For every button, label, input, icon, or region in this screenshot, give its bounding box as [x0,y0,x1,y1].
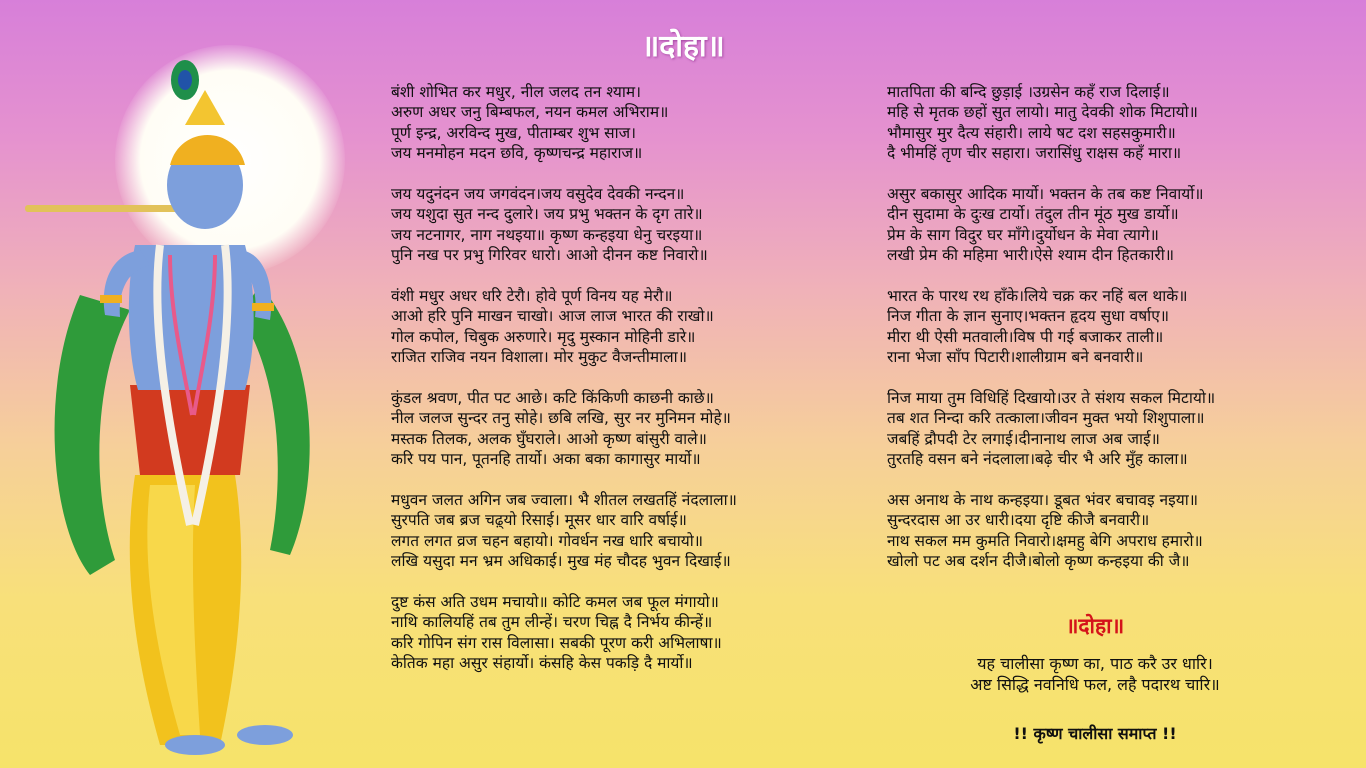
verse-line: करि पय पान, पूतनहि तार्यो। अका बका कागासुर मार्यो॥ [391,450,701,469]
verse-line: कुंडल श्रवण, पीत पट आछे। कटि किंकिणी काछनी काछे॥ [391,389,714,408]
doha-heading: ॥दोहा॥ [1065,614,1125,638]
verse-line: मधुवन जलत अगिन जब ज्वाला। भै शीतल लखतहिं नंदलाला॥ [391,491,737,510]
verse-line: महि से मृतक छहों सुत लायो। मातु देवकी शोक मिटायो॥ [887,103,1198,122]
verse-line: भौमासुर मुर दैत्य संहारी। लाये षट दश सहसकुमारी॥ [887,123,1176,142]
stanza [391,592,861,674]
stanza [887,184,1337,266]
stanza [887,388,1337,470]
verse-line: बंशी शोभित कर मधुर, नील जलद तन श्याम। [391,83,642,101]
verse-line: लखि यसुदा मन भ्रम अधिकाई। मुख मंह चौदह भुवन दिखाई॥ [391,552,731,571]
verse-line: खोलो पट अब दर्शन दीजै।बोलो कृष्ण कन्हइया की जै॥ [887,552,1190,571]
stanza [887,490,1337,572]
verse-line: पुनि नख पर प्रभु गिरिवर धारो। आओ दीनन कष्ट निवारो॥ [391,246,708,265]
verse-line: वंशी मधुर अधर धरि टेरौ। होवे पूर्ण विनय यह मेरौ॥ [391,287,673,306]
verse-line: तब शत निन्दा करि तत्काला।जीवन मुक्त भयो शिशुपाला॥ [887,409,1205,428]
verse-line: अरुण अधर जनु बिम्बफल, नयन कमल अभिराम॥ [391,103,669,122]
verse-line: दै भीमहिं तृण चीर सहारा। जरासिंधु राक्षस कहँ मारा॥ [887,144,1182,163]
stanza [391,82,861,164]
stanza [391,388,861,470]
verse-line: जबहिं द्रौपदी टेर लगाई।दीनानाथ लाज अब जाई॥ [887,429,1160,448]
closing-text: !! कृष्ण चालीसा समाप्त !! [1013,724,1177,743]
krishna-with-flute-icon [20,55,340,760]
verse-line: मातपिता की बन्दि छुड़ाई ।उग्रसेन कहँ राज दिलाई॥ [887,83,1170,101]
verse-line: नाथ सकल मम कुमति निवारो।क्षमहु बेगि अपराध हमारो॥ [887,531,1203,550]
verse-line: जय मनमोहन मदन छवि, कृष्णचन्द्र महाराज॥ [391,144,643,163]
stanza [391,184,861,266]
verse-line: लगत लगत व्रज चहन बहायो। गोवर्धन नख धारि बचायो॥ [391,531,704,550]
verse-line: मीरा थी ऐसी मतवाली।विष पी गई बजाकर ताली॥ [887,327,1164,346]
verse-line: करि गोपिन संग रास विलासा। सबकी पूरण करी अभिलाषा॥ [391,633,722,652]
doha-line: यह चालीसा कृष्ण का, पाठ करै उर धारि। [977,654,1213,673]
verse-line: नील जलज सुन्दर तनु सोहे। छबि लखि, सुर नर मुनिमन मोहे॥ [391,409,731,428]
verse-line: दीन सुदामा के दुःख टार्यो। तंदुल तीन मूंठ मुख डार्यो॥ [887,205,1179,224]
doha-verse [870,653,1320,695]
verse-line: असुर बकासुर आदिक मार्यो। भक्तन के तब कष्ट निवार्यो॥ [887,185,1204,204]
stanza [391,286,861,368]
verse-line: लखी प्रेम की महिमा भारी।ऐसे श्याम दीन हितकारी॥ [887,246,1175,265]
verse-column-right [887,82,1337,592]
verse-line: मस्तक तिलक, अलक घुँघराले। आओ कृष्ण बांसुरी वाले॥ [391,429,707,448]
verse-line: आओ हरि पुनि माखन चाखो। आज लाज भारत की राखो॥ [391,307,714,326]
verse-line: जय यशुदा सुत नन्द दुलारे। जय प्रभु भक्तन के दृग तारे॥ [391,205,703,224]
stanza [887,82,1337,164]
verse-line: केतिक महा असुर संहार्यो। कंसहि केस पकड़ि दै मार्यो॥ [391,654,693,673]
verse-line: नाथि कालियहिं तब तुम लीन्हें। चरण चिह्न दै निर्भय कीन्हें॥ [391,613,713,632]
verse-line: जय नटनागर, नाग नथइया॥ कृष्ण कन्हइया धेनु चरइया॥ [391,225,703,244]
verse-line: अस अनाथ के नाथ कन्हइया। डूबत भंवर बचावइ नइया॥ [887,491,1199,510]
verse-line: जय यदुनंदन जय जगवंदन।जय वसुदेव देवकी नन्दन॥ [391,185,685,204]
stanza [391,490,861,572]
verse-line: प्रेम के साग विदुर घर माँगे।दुर्योधन के मेवा त्यागे॥ [887,225,1159,244]
verse-line: निज गीता के ज्ञान सुनाए।भक्तन हृदय सुधा वर्षाए॥ [887,307,1170,326]
page-title: ॥दोहा॥ [641,29,725,64]
verse-column-left [391,82,861,694]
verse-line: पूर्ण इन्द्र, अरविन्द मुख, पीताम्बर शुभ साज। [391,123,637,142]
verse-line: निज माया तुम विधिहिं दिखायो।उर ते संशय सकल मिटायो॥ [887,389,1216,408]
verse-line: भारत के पारथ रथ हाँके।लिये चक्र कर नहिं बल थाके॥ [887,287,1188,306]
verse-line: राना भेजा साँप पिटारी।शालीग्राम बने बनवारी॥ [887,348,1144,367]
verse-line: सुन्दरदास आ उर धारी।दया दृष्टि कीजै बनवारी॥ [887,511,1150,530]
doha-line: अष्ट सिद्धि नवनिधि फल, लहै पदारथ चारि॥ [970,675,1220,694]
verse-line: गोल कपोल, चिबुक अरुणारे। मृदु मुस्कान मोहिनी डारे॥ [391,327,696,346]
verse-line: सुरपति जब ब्रज चढ़्यो रिसाई। मूसर धार वारि वर्षाई॥ [391,511,687,530]
verse-line: दुष्ट कंस अति उधम मचायो॥ कोटि कमल जब फूल मंगायो॥ [391,593,719,612]
stanza [887,286,1337,368]
verse-line: राजित राजिव नयन विशाला। मोर मुकुट वैजन्तीमाला॥ [391,348,687,367]
verse-line: तुरतहि वसन बने नंदलाला।बढ़े चीर भै अरि मुँह काला॥ [887,450,1188,469]
